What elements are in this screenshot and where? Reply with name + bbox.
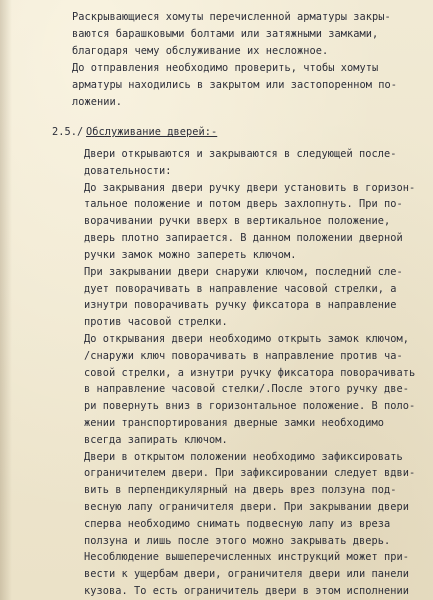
text-line: дверь плотно запирается. В данном положении дверной (84, 232, 403, 244)
text-line: вить в перпендикулярный на дверь врез ползуна под- (84, 484, 397, 497)
text-line: всегда запирать ключом. (84, 433, 228, 446)
text-line: совой стрелки, а изнутри ручку фиксатора поворачивать (84, 366, 416, 379)
section-number: 2.5./ (52, 126, 84, 138)
text-line: ваются барашковыми болтами или затяжными замками, (72, 28, 379, 40)
text-line: Двери открываются и закрываются в следующей после- (84, 148, 397, 160)
text-line: Несоблюдение вышеперечисленных инструкций может при- (84, 551, 409, 564)
text-line: изнутри поворачивать ручку фиксатора в направление (84, 299, 397, 312)
text-line: довательности: (84, 164, 172, 177)
text-line: весную лапу ограничителя двери. При закрывании двери (84, 501, 409, 513)
text-line: в направление часовой стелки/.После этого ручку две- (84, 383, 409, 396)
text-line: ворачивании ручки вверх в вертикальное положение, (84, 215, 391, 228)
text-line: дует поворачивать в направление часовой стрелки, а (84, 282, 397, 295)
text-line: вести к ущербам двери, ограничителя двери или панели (84, 568, 409, 581)
text-line: При закрывании двери снаружи ключом, последний сле- (84, 265, 403, 278)
text-line: сперва необходимо снимать подвесную лапу из вреза (84, 517, 391, 530)
text-line: Раскрывающиеся хомуты перечисленной арматуры закры- (72, 11, 391, 23)
text-line: ручки замок можно запереть ключом. (84, 248, 297, 261)
text-line: против часовой стрелки. (84, 316, 228, 329)
text-line: Двери в открытом положении необходимо зафиксировать (84, 450, 403, 463)
text-line: ограничителем двери. При зафиксировании следует вдви- (84, 467, 416, 480)
text-line: жении транспортирования дверные замки необходимо (84, 416, 384, 429)
text-line: благодаря чему обслуживание их несложное. (72, 45, 329, 57)
text-line: тальное положение и потом дверь захлопнуть. При по- (84, 198, 403, 211)
text-line: ползуна и лишь после этого можно закрывать дверь. (84, 534, 391, 547)
text-line: арматуры находились в закрытом или застопоренном по- (72, 79, 397, 91)
text-line: /снаружи ключ поворачивать в направление против ча- (84, 349, 403, 362)
text-line: ложении. (72, 96, 122, 108)
section-title: Обслуживание дверей:- (86, 126, 218, 138)
text-line: До закрывания двери ручку двери установить в горизон- (84, 181, 416, 194)
text-line: До отправления необходимо проверить, чтобы хомуты (72, 62, 379, 74)
text-line: До открывания двери необходимо открыть замок ключом, (84, 332, 409, 345)
text-line: ри повернуть вниз в горизонтальное положение. В поло- (84, 400, 416, 413)
text-line: кузова. То есть ограничитель двери в этом исполнении (84, 585, 409, 597)
